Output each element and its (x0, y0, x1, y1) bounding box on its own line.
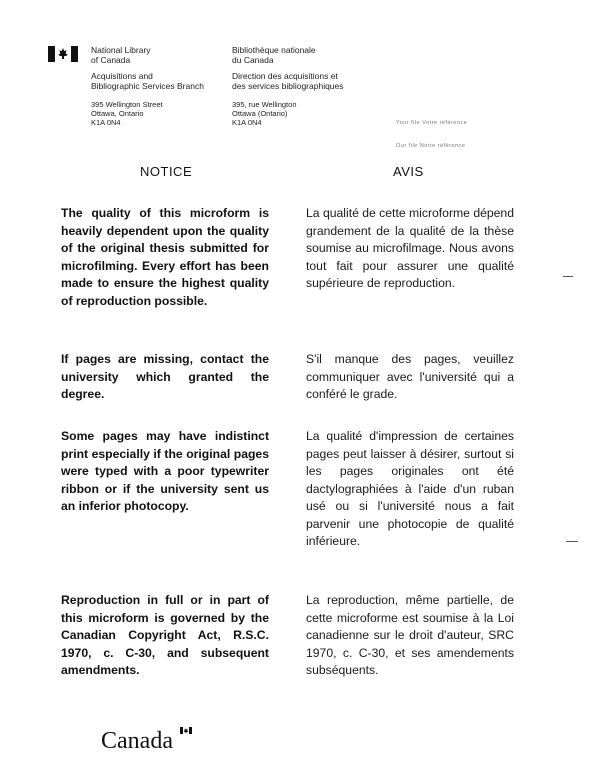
notice-paragraph: If pages are missing, contact the university which granted the degree. (61, 352, 269, 401)
address-line: Ottawa, Ontario (91, 109, 144, 118)
branch-line: Acquisitions and (91, 71, 153, 81)
canada-flag-icon (48, 46, 78, 62)
letterhead-english-address (91, 100, 163, 127)
address-line: K1A 0N4 (91, 118, 121, 127)
org-line: du Canada (232, 55, 274, 65)
branch-line: Direction des acquisitions et (232, 71, 338, 81)
org-line: National Library (91, 45, 151, 55)
letterhead-french-org (232, 45, 316, 65)
our-file-reference: Our file Notre référence (396, 143, 466, 149)
branch-line: des services bibliographiques (232, 81, 344, 91)
address-line: 395 Wellington Street (91, 100, 163, 109)
notice-paragraph: Some pages may have indistinct print especially if the original pages were typed with a poor typewriter ribbon or if the university sent us an inferior photocopy. (61, 429, 269, 513)
letterhead-english-org (91, 45, 151, 65)
address-line: K1A 0N4 (232, 118, 262, 127)
notice-heading: NOTICE (140, 164, 193, 179)
notice-paragraph: The quality of this microform is heavily dependent upon the quality of the original thesis submitted for microfilming. Every effort has been made to ensure the highest quality of reproduction possible. (61, 206, 269, 308)
avis-heading: AVIS (393, 164, 424, 179)
letterhead-french-branch (232, 71, 344, 91)
avis-paragraph: S'il manque des pages, veuillez communiquer avec l'université qui a conféré le grade. (306, 352, 514, 401)
wordmark-flag-icon (180, 727, 192, 734)
canada-wordmark: Canada (101, 728, 173, 754)
avis-paragraph: La qualité de cette microforme dépend grandement de la qualité de la thèse soumise au microfilmage. Nous avons tout fait pour assurer une qualité supérieure de reproduction. (306, 206, 514, 290)
your-file-reference: Your file Votre référence (396, 120, 468, 126)
address-line: 395, rue Wellington (232, 100, 297, 109)
branch-line: Bibliographic Services Branch (91, 81, 204, 91)
scan-mark (566, 541, 578, 542)
avis-paragraph: La qualité d'impression de certaines pages peut laisser à désirer, surtout si les pages originales ont été dactylographiées à l'aide d'un ruban usé ou si l'université nous a fait parvenir une photocopie de qualité inférieure. (306, 429, 514, 548)
org-line: of Canada (91, 55, 131, 65)
scan-mark (563, 276, 573, 277)
letterhead-french-address (232, 100, 297, 127)
address-line: Ottawa (Ontario) (232, 109, 288, 118)
letterhead-english-branch (91, 71, 204, 91)
notice-paragraph: Reproduction in full or in part of this microform is governed by the Canadian Copyright Act, R.S.C. 1970, c. C-30, and subsequent amendments. (61, 593, 269, 677)
avis-paragraph: La reproduction, même partielle, de cette microforme est soumise à la Loi canadienne sur le droit d'auteur, SRC 1970, c. C-30, et ses amendements subséquents. (306, 593, 514, 677)
org-line: Bibliothèque nationale (232, 45, 316, 55)
